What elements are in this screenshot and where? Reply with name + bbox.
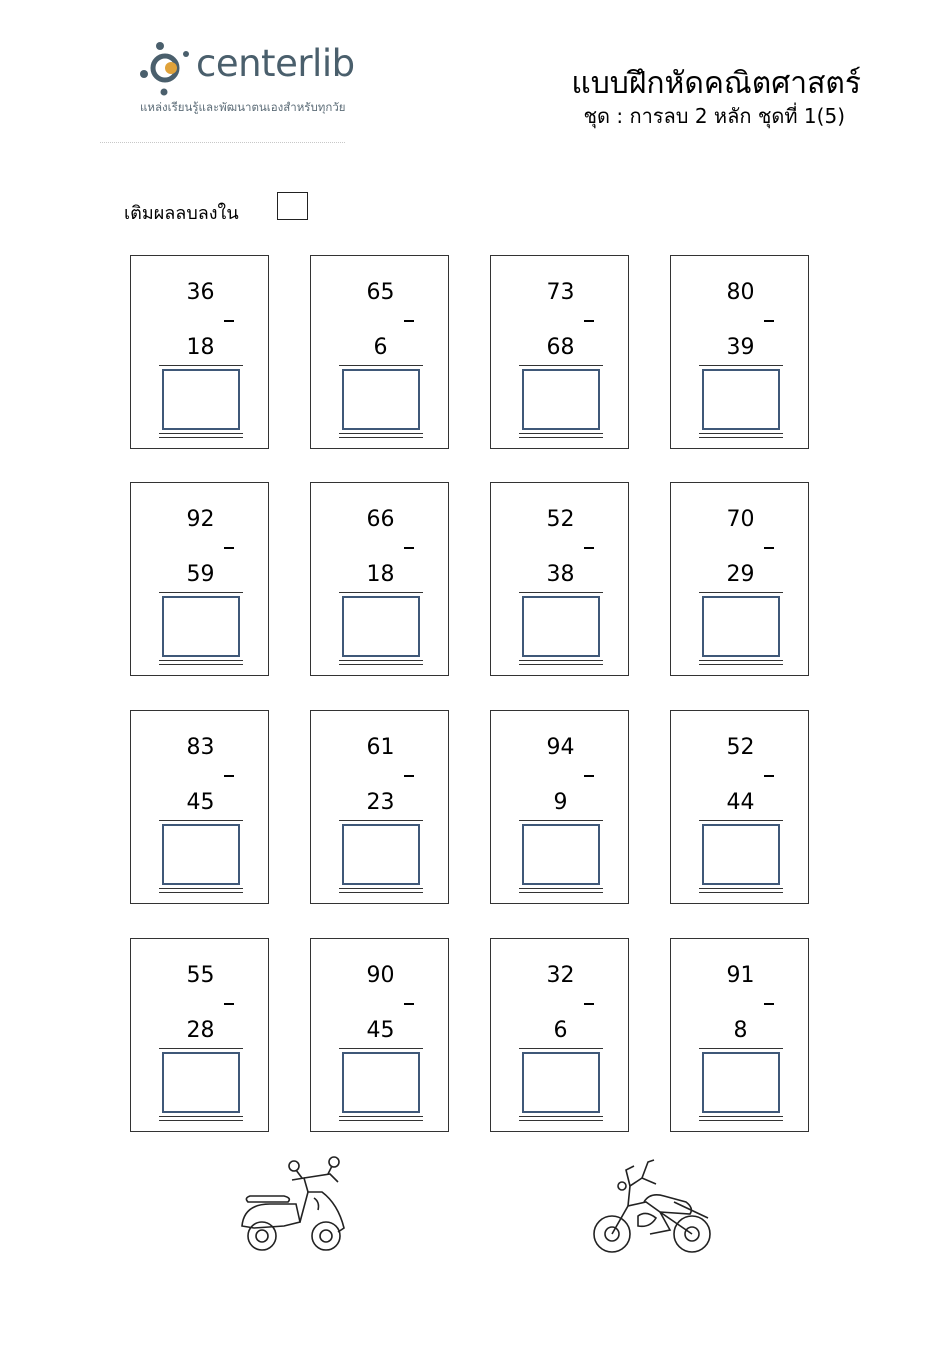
minuend: 52 [726, 735, 755, 760]
double-underline [699, 1116, 783, 1117]
minus-sign [224, 547, 234, 549]
double-underline [699, 892, 783, 893]
double-underline [159, 892, 243, 893]
double-underline [519, 888, 603, 889]
double-underline [339, 1120, 423, 1121]
subtrahend: 23 [366, 790, 395, 815]
worksheet-subtitle: ชุด : การลบ 2 หลัก ชุดที่ 1(5) [583, 104, 845, 128]
sum-line [339, 365, 423, 366]
double-underline [159, 1116, 243, 1117]
double-underline [159, 437, 243, 438]
double-underline [519, 664, 603, 665]
minuend: 73 [546, 280, 575, 305]
answer-box[interactable] [162, 596, 240, 657]
problem-card [130, 482, 269, 676]
answer-box[interactable] [702, 369, 780, 430]
sum-line [699, 365, 783, 366]
minuend: 91 [726, 963, 755, 988]
problem-card [310, 255, 449, 449]
minus-sign [224, 1003, 234, 1005]
problem-card [490, 938, 629, 1132]
subtrahend: 38 [546, 562, 575, 587]
problem-card [130, 710, 269, 904]
problem-card [310, 710, 449, 904]
double-underline [699, 660, 783, 661]
answer-box[interactable] [342, 824, 420, 885]
minus-sign [584, 1003, 594, 1005]
minus-sign [584, 775, 594, 777]
minus-sign [404, 775, 414, 777]
problem-card [670, 710, 809, 904]
minus-sign [764, 775, 774, 777]
worksheet-title: แบบฝึกหัดคณิตศาสตร์ [571, 66, 861, 101]
double-underline [519, 1120, 603, 1121]
minuend: 90 [366, 963, 395, 988]
minuend: 66 [366, 507, 395, 532]
double-underline [339, 664, 423, 665]
double-underline [699, 1120, 783, 1121]
subtrahend: 39 [726, 335, 755, 360]
double-underline [519, 660, 603, 661]
centerlib-logo [138, 40, 398, 120]
answer-box[interactable] [162, 1052, 240, 1113]
problem-card [490, 255, 629, 449]
double-underline [519, 1116, 603, 1117]
double-underline [519, 437, 603, 438]
minuend: 61 [366, 735, 395, 760]
answer-box[interactable] [702, 1052, 780, 1113]
subtrahend: 6 [373, 335, 388, 360]
answer-box[interactable] [342, 1052, 420, 1113]
answer-box[interactable] [522, 824, 600, 885]
minus-sign [224, 775, 234, 777]
subtrahend: 68 [546, 335, 575, 360]
subtrahend: 45 [366, 1018, 395, 1043]
answer-box[interactable] [522, 596, 600, 657]
answer-box[interactable] [162, 824, 240, 885]
subtrahend: 6 [553, 1018, 568, 1043]
double-underline [159, 664, 243, 665]
problem-card [310, 938, 449, 1132]
minus-sign [584, 547, 594, 549]
double-underline [519, 433, 603, 434]
subtrahend: 28 [186, 1018, 215, 1043]
double-underline [519, 892, 603, 893]
subtrahend: 18 [366, 562, 395, 587]
answer-box[interactable] [342, 369, 420, 430]
minus-sign [584, 320, 594, 322]
double-underline [339, 437, 423, 438]
double-underline [699, 888, 783, 889]
minuend: 32 [546, 963, 575, 988]
double-underline [339, 660, 423, 661]
answer-box[interactable] [522, 1052, 600, 1113]
subtrahend: 8 [733, 1018, 748, 1043]
logo-wordmark: centerlib [196, 42, 355, 85]
double-underline [699, 664, 783, 665]
subtrahend: 29 [726, 562, 755, 587]
sum-line [339, 592, 423, 593]
minus-sign [224, 320, 234, 322]
subtrahend: 9 [553, 790, 568, 815]
sum-line [699, 820, 783, 821]
minuend: 55 [186, 963, 215, 988]
double-underline [699, 433, 783, 434]
problem-card [310, 482, 449, 676]
minuend: 92 [186, 507, 215, 532]
problem-card [670, 482, 809, 676]
logo-tagline: แหล่งเรียนรู้และพัฒนาตนเองสำหรับทุกวัย [140, 100, 346, 114]
answer-box[interactable] [702, 596, 780, 657]
minus-sign [764, 320, 774, 322]
problem-card [670, 938, 809, 1132]
minus-sign [764, 547, 774, 549]
subtrahend: 18 [186, 335, 215, 360]
sum-line [519, 820, 603, 821]
double-underline [339, 892, 423, 893]
problem-card [670, 255, 809, 449]
problem-card [490, 482, 629, 676]
problem-card [130, 255, 269, 449]
minuend: 65 [366, 280, 395, 305]
answer-box[interactable] [162, 369, 240, 430]
minuend: 80 [726, 280, 755, 305]
instruction-text: เติมผลลบลงใน [124, 203, 239, 224]
double-underline [159, 660, 243, 661]
sum-line [339, 820, 423, 821]
scooter-icon [234, 1152, 352, 1254]
logo-mark-icon [138, 40, 198, 96]
problem-card [490, 710, 629, 904]
minus-sign [404, 547, 414, 549]
sum-line [159, 365, 243, 366]
sum-line [159, 1048, 243, 1049]
answer-box[interactable] [342, 596, 420, 657]
sum-line [159, 592, 243, 593]
instruction-sample-box [277, 192, 308, 220]
sum-line [519, 1048, 603, 1049]
minuend: 52 [546, 507, 575, 532]
minus-sign [404, 320, 414, 322]
double-underline [339, 888, 423, 889]
motorcycle-icon [590, 1156, 714, 1256]
double-underline [159, 1120, 243, 1121]
minuend: 94 [546, 735, 575, 760]
sum-line [699, 1048, 783, 1049]
answer-box[interactable] [522, 369, 600, 430]
minuend: 70 [726, 507, 755, 532]
problem-card [130, 938, 269, 1132]
sum-line [339, 1048, 423, 1049]
double-underline [159, 888, 243, 889]
double-underline [159, 433, 243, 434]
minus-sign [404, 1003, 414, 1005]
double-underline [339, 433, 423, 434]
double-underline [339, 1116, 423, 1117]
divider [100, 142, 345, 143]
double-underline [699, 437, 783, 438]
minuend: 83 [186, 735, 215, 760]
subtrahend: 45 [186, 790, 215, 815]
sum-line [699, 592, 783, 593]
answer-box[interactable] [702, 824, 780, 885]
sum-line [159, 820, 243, 821]
minus-sign [764, 1003, 774, 1005]
subtrahend: 59 [186, 562, 215, 587]
subtrahend: 44 [726, 790, 755, 815]
sum-line [519, 592, 603, 593]
minuend: 36 [186, 280, 215, 305]
sum-line [519, 365, 603, 366]
